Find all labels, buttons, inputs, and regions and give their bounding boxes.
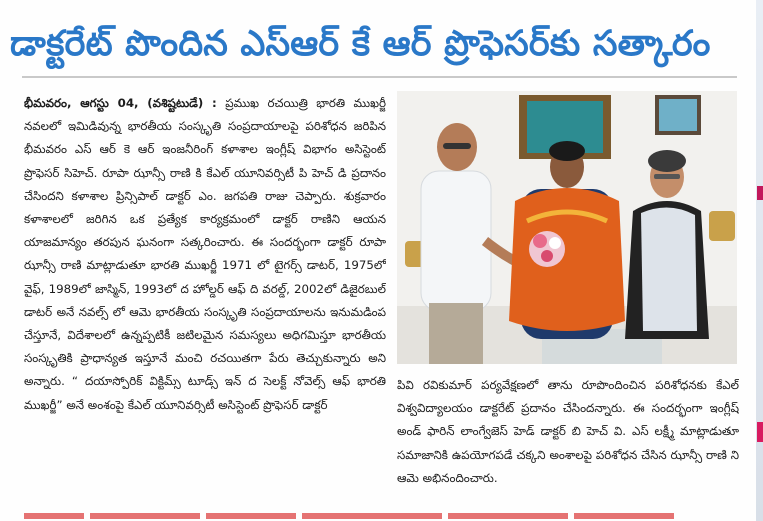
woman-hair bbox=[648, 150, 686, 172]
man-glasses bbox=[443, 143, 471, 149]
felicitation-photo-illustration bbox=[397, 91, 737, 364]
honoree-shawl bbox=[509, 188, 625, 331]
bouquet-flower-1 bbox=[533, 234, 547, 248]
woman-glasses bbox=[654, 174, 680, 179]
article-body-left bbox=[24, 92, 386, 417]
left-paragraph-text: ప్రముఖ రచయిత్రి భారతి ముఖర్జీ నవలలో ఇమిడివున్న భారతీయ సంస్కృతి సంప్రదాయాలపై పరిశోధన జరిపిన భీమవరం ఎస్ ఆర్ కె ఆర్ ఇంజనీరింగ్ కళాశాల ఇంగ్లీష్ విభాగం అసిస్టెంట్ ప్రొఫెసర్ సిహెచ్. రూపా ఝాన్సీ రాణి కి కేఎల్ యూనివర్సిటీ పి హెచ్ డి ప్రదానం చేసిందని కళాశాల ప్రిన్సిపాల్ డాక్టర్ ఎం. జగపతి రాజు చెప్పారు. శుక్రవారం కళాశాలలో జరిగిన ఒక ప్రత్యేక కార్యక్రమంలో డాక్టర్ రాణిని ఆయన యాజమాన్యం తరపున ఘనంగా సత్కరించారు. ఈ సందర్భంగా డాక్టర్ రూపా ఝాన్సీ రాణి మాట్లాడుతూ భారతి ముఖర్జీ 1971 లో టైగర్స్ డాటర్, 1975లో వైఫ్, 1989లో జాస్మిన్, 1993లో ద హోల్డర్ ఆఫ్ ది వరల్డ్, 2002లో డిజైరబుల్ డాటర్ అనే నవల్స్ లో ఆమె భారతీయ సంస్కృతి సంప్రదాయాలను ఇనుమడింప చేస్తూనే, విదేశాలలో ఉన్నప్పటికీ జటిలమైన సమస్యలు అధిగమిస్తూ భారతీయ సంస్కృతికి ప్రాధాన్యత ఇస్తూనే మంచి రచయితగా పేరు తెచ్చుకున్నారు అని అన్నారు. “ దయాస్పోరిక్ విక్టిమ్స్ టూడ్స్ ఇన్ ద సెలక్ట్ నోవెల్స్ ఆఫ్ భారతి ముఖర్జీ” అనే అంశంపై కేఎల్ యూనివర్సిటీ అసిస్టెంట్ ప్రొఫెసర్ డాక్టర్ bbox=[24, 96, 386, 412]
article-right-column bbox=[397, 374, 739, 510]
adjacent-page-mark bbox=[757, 422, 763, 442]
woman-light-blouse bbox=[641, 207, 697, 331]
adjacent-page-mark bbox=[757, 186, 763, 200]
headline-divider bbox=[22, 76, 737, 78]
man-white-shirt bbox=[421, 171, 491, 311]
wall-frame-right-picture bbox=[659, 99, 697, 131]
cutoff-fragment bbox=[206, 513, 296, 519]
cutoff-fragment bbox=[302, 513, 442, 519]
adjacent-page-edge bbox=[756, 0, 763, 521]
right-paragraph-text: పివి రవికుమార్ పర్యవేక్షణలో తాను రూపొందించిన పరిశోధనకు కేఎల్ విశ్వవిద్యాలయం డాక్టరేట్ ప్రదానం చేసిందన్నారు. ఈ సందర్భంగా ఇంగ్లీష్ అండ్ ఫారిన్ లాంగ్వేజెస్ హెడ్ డాక్టర్ బి హెచ్ వి. ఎస్ లక్ష్మీ మాట్లాడుతూ సమాజానికి ఉపయోగపడే చక్కని అంశాలపై పరిశోధన చేసిన ఝాన్సీ రాణి ని ఆమె అభినందించారు. bbox=[397, 378, 739, 485]
trophy-right bbox=[709, 211, 735, 241]
cutoff-fragment bbox=[574, 513, 674, 519]
bouquet-flower-3 bbox=[541, 250, 553, 262]
cutoff-fragment bbox=[448, 513, 568, 519]
honoree-hair bbox=[549, 141, 585, 161]
article-left-column bbox=[24, 92, 386, 512]
cutoff-fragment bbox=[24, 513, 84, 519]
next-headline-cutoff bbox=[24, 513, 739, 521]
dateline: భీమవరం, ఆగస్టు 04, (వశిష్టటుడే) : bbox=[24, 96, 217, 110]
bouquet-flower-2 bbox=[549, 237, 561, 249]
headline: డాక్టరేట్ పొందిన ఎస్‌ఆర్ కే ఆర్ ప్రొఫెసర్‌కు సత్కారం bbox=[10, 24, 711, 64]
cutoff-fragment bbox=[90, 513, 200, 519]
man-trousers bbox=[429, 303, 483, 364]
event-photo bbox=[397, 91, 737, 364]
